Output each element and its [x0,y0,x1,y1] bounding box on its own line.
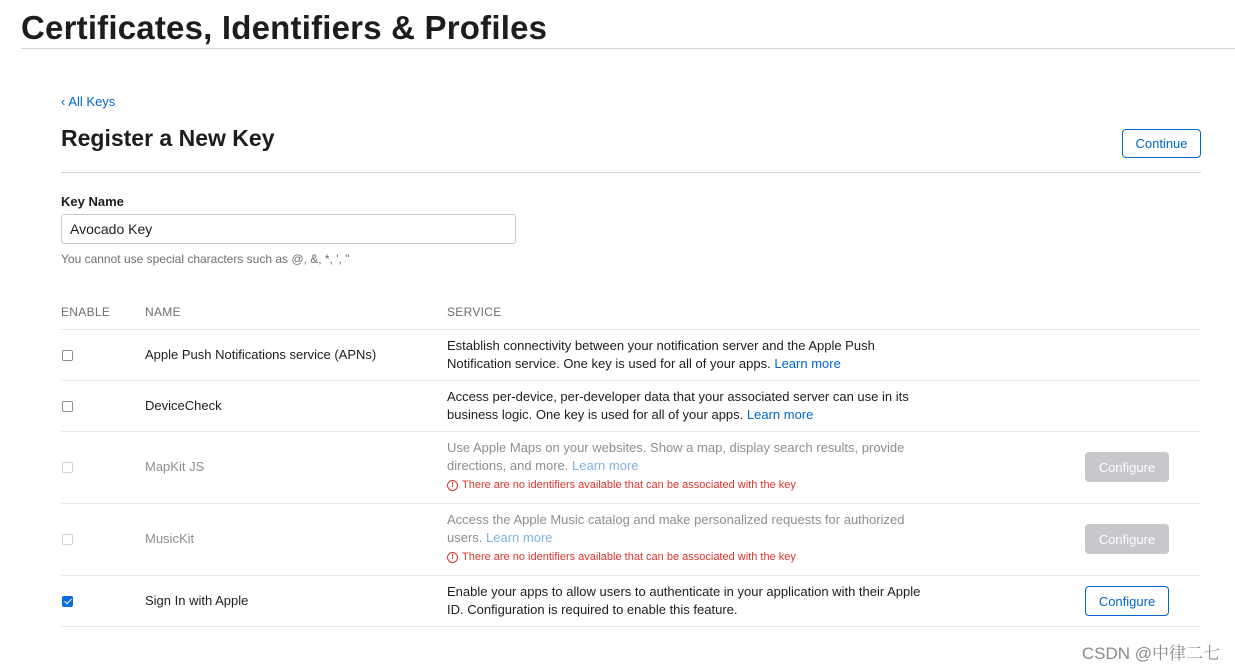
learn-more-link[interactable]: Learn more [746,407,814,422]
register-key-panel [61,0,1201,668]
service-row-musickit [61,504,1201,576]
description-line: directions, and more. [447,458,569,473]
service-description [447,583,947,619]
mapkit-js-configure-button: Configure [1085,452,1169,482]
chevron-left-icon: ‹ [61,94,66,109]
description-line: users. [447,530,483,545]
service-row-mapkit-js [61,432,1201,504]
key-name-input[interactable] [61,214,516,244]
column-header-service: SERVICE [447,305,502,319]
key-name-hint: You cannot use special characters such as @, &, *, ', " [61,252,350,266]
no-identifiers-warning [447,479,796,491]
all-keys-label: All Keys [68,94,116,109]
description-line: Establish connectivity between your notification server and the Apple Push [447,338,875,353]
page-header-title: Certificates, Identifiers & Profiles [21,9,548,46]
key-name-label: Key Name [61,194,124,209]
all-keys-back-link[interactable] [61,94,115,109]
warning-text: There are no identifiers available that can be associated with the key [462,551,796,563]
description-line: Access the Apple Music catalog and make personalized requests for authorized [447,512,905,527]
service-name: MusicKit [145,531,195,546]
service-row-sign-in-with-apple [61,576,1201,627]
service-row-devicecheck [61,381,1201,432]
service-name: MapKit JS [145,459,205,474]
column-header-name: NAME [145,305,181,319]
description-line: business logic. One key is used for all of your apps. [447,407,744,422]
service-name: Apple Push Notifications service (APNs) [145,347,377,362]
mapkit-js-checkbox [62,462,73,473]
csdn-watermark: CSDN @中律二七 [1081,644,1220,663]
service-name: DeviceCheck [145,398,222,413]
sign-in-with-apple-configure-button[interactable]: Configure [1085,586,1169,616]
service-description [447,337,947,373]
description-line: Enable your apps to allow users to authenticate in your application with their Apple [447,584,921,599]
warning-circle-icon: ! [447,480,458,491]
musickit-configure-button: Configure [1085,524,1169,554]
title-divider [61,172,1201,173]
service-name: Sign In with Apple [145,593,249,608]
page-title: Register a New Key [61,125,275,151]
service-row-apns [61,330,1201,381]
learn-more-link[interactable]: Learn more [486,530,553,545]
description-line: Notification service. One key is used for all of your apps. [447,356,771,371]
continue-button[interactable]: Continue [1122,129,1201,158]
service-description [447,388,947,424]
column-header-enable: ENABLE [61,305,111,319]
learn-more-link[interactable]: Learn more [572,458,639,473]
devicecheck-checkbox[interactable] [62,401,73,412]
description-line: Use Apple Maps on your websites. Show a map, display search results, provide [447,440,905,455]
description-line: ID. Configuration is required to enable this feature. [447,602,738,617]
warning-circle-icon: ! [447,552,458,563]
service-description [447,439,947,475]
sign-in-with-apple-checkbox[interactable] [62,596,73,607]
apns-checkbox[interactable] [62,350,73,361]
service-description [447,511,947,547]
learn-more-link[interactable]: Learn more [774,356,841,371]
warning-text: There are no identifiers available that can be associated with the key [462,479,796,491]
musickit-checkbox [62,534,73,545]
no-identifiers-warning [447,551,796,563]
description-line: Access per-device, per-developer data that your associated server can use in its [447,389,909,404]
